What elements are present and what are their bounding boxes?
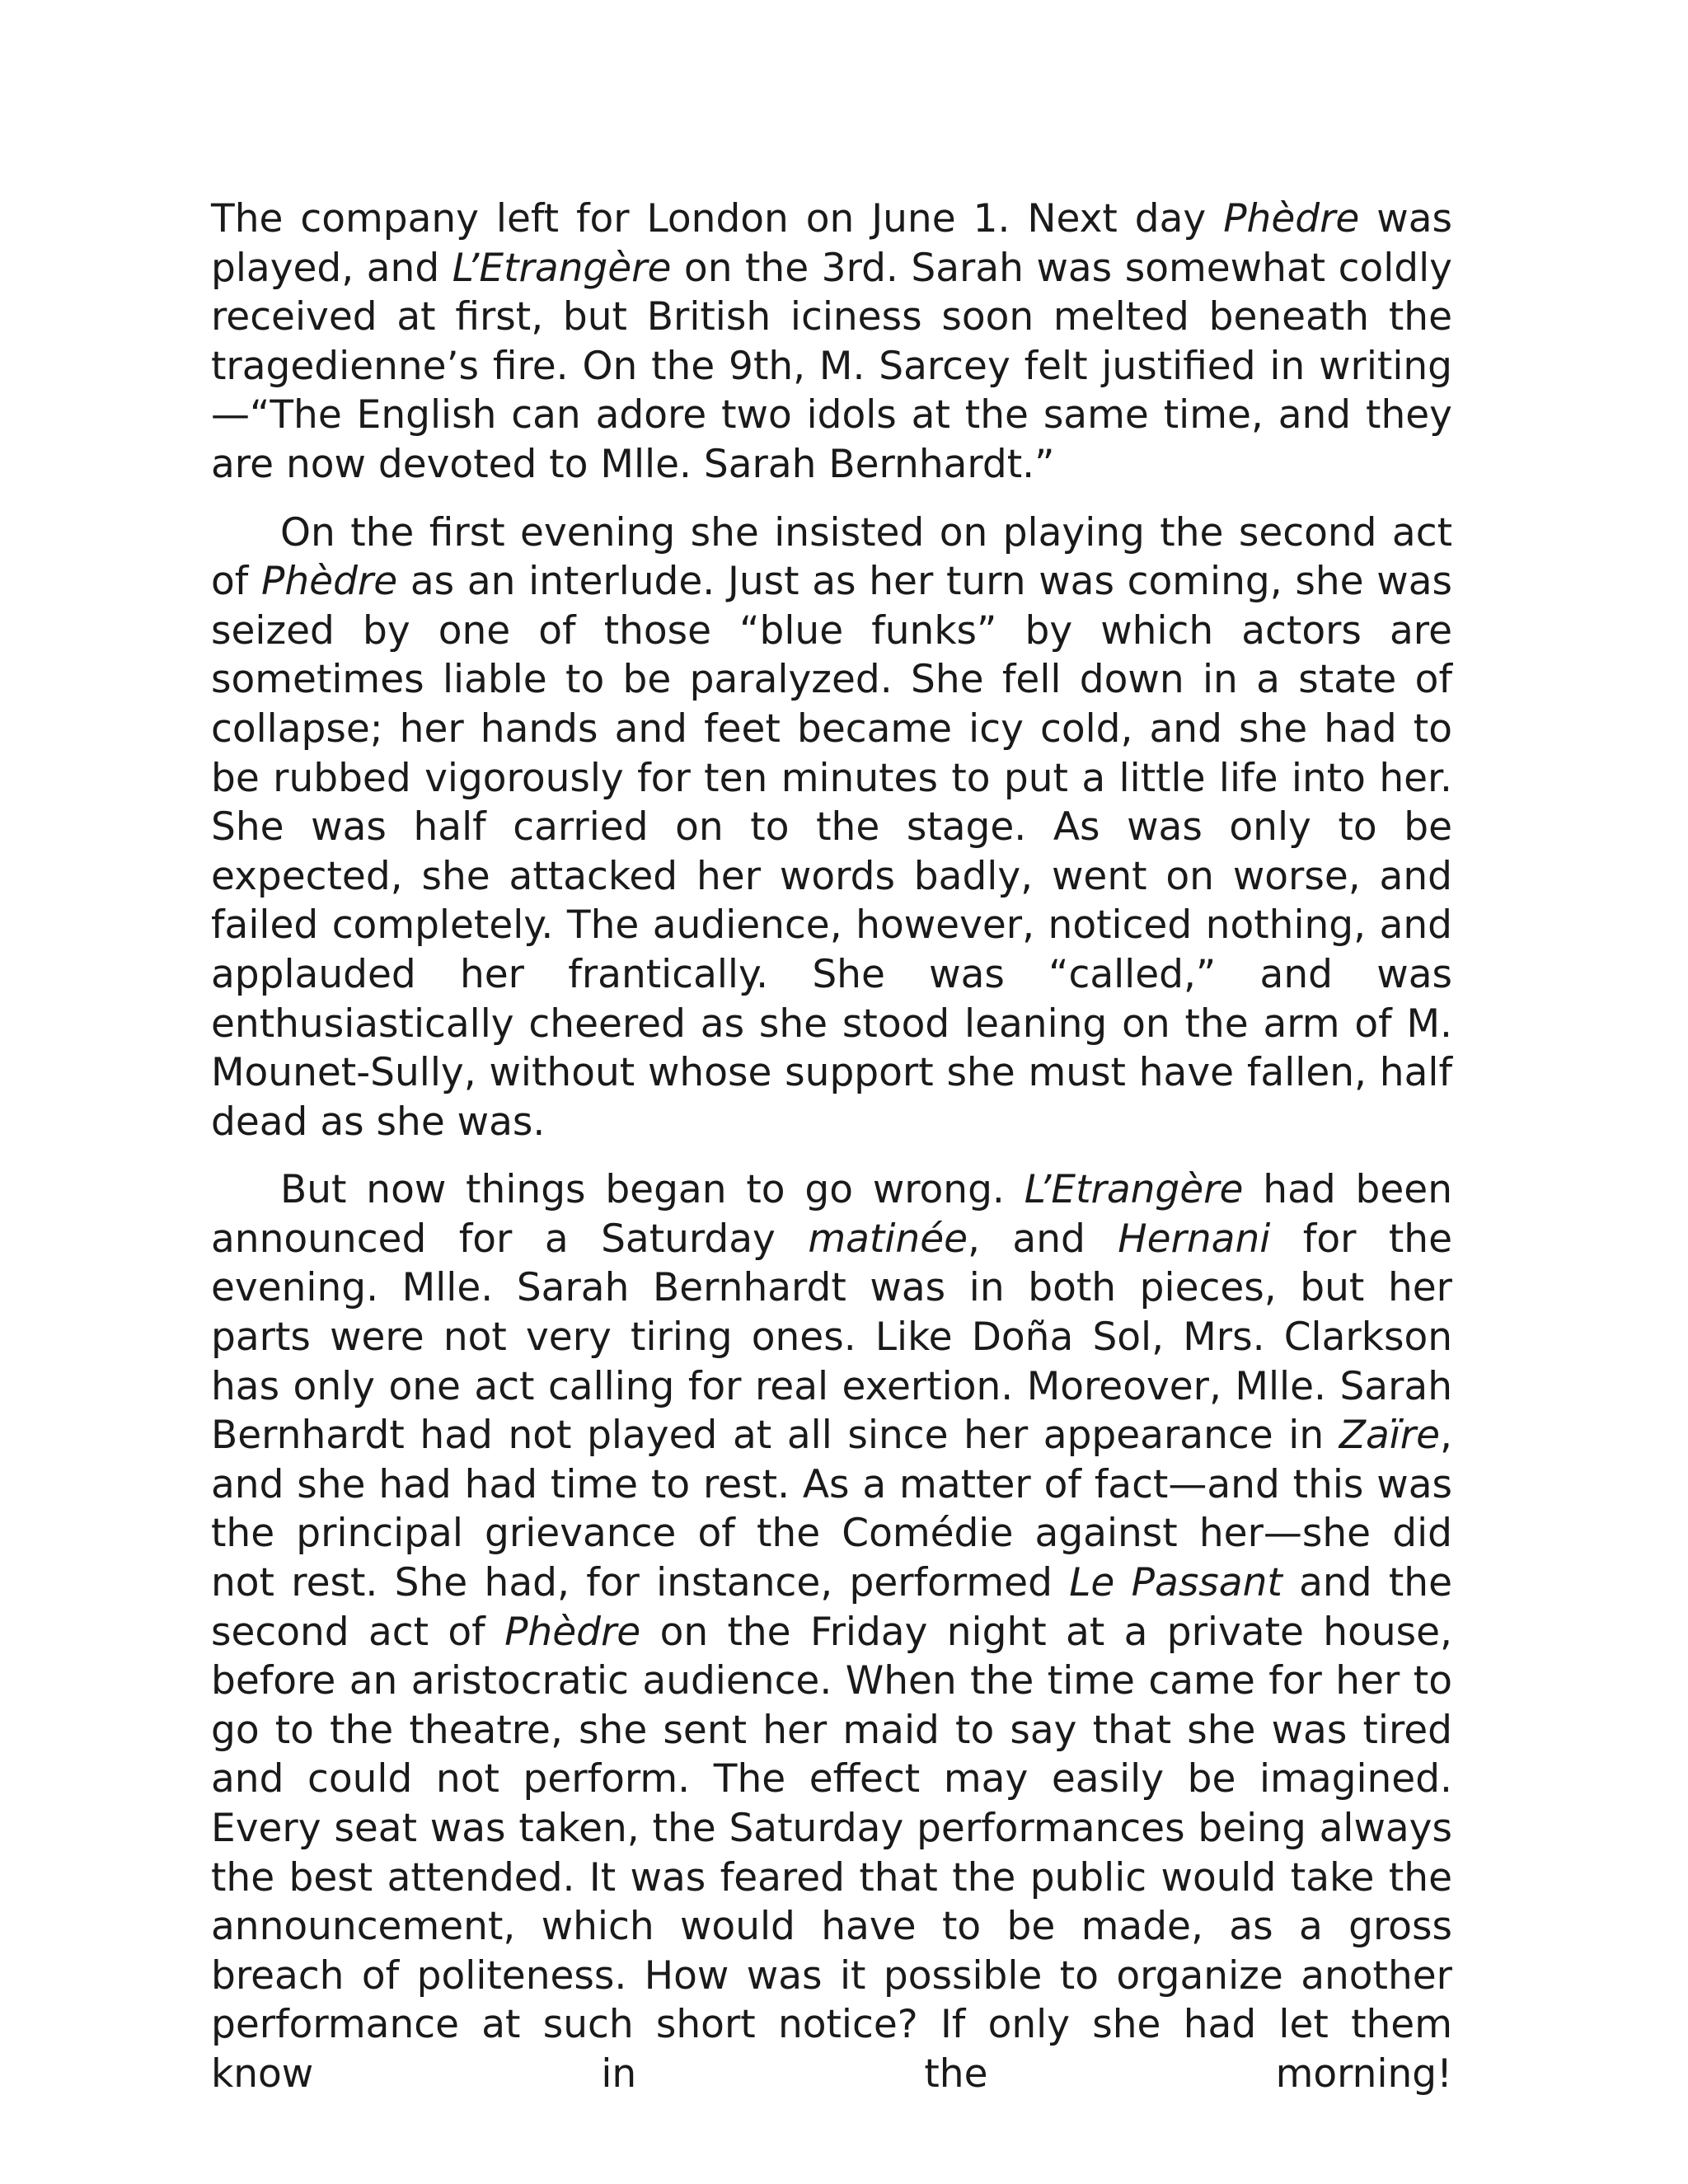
italic-text-segment: L’Etrangère <box>452 245 672 291</box>
text-segment: The company left for London on June 1. Next day <box>211 196 1224 241</box>
text-segment: But now things began to go wrong. <box>280 1167 1025 1213</box>
italic-text-segment: matinée <box>808 1216 968 1262</box>
text-segment: was played, and <box>211 196 1453 291</box>
italic-text-segment: Zaïre <box>1339 1413 1441 1459</box>
text-segment: on the Friday night at a private house, before an aristocratic audience. When the time came for her to go to the theatre, she sent her maid to say that she was tired and could not perform. The effect may easily be imagined. Every seat was taken, the Saturday performances being always the best attended. It was feared that the public would take the announcement, which would have to be made, as a gross breach of politeness. How was it possible to organize another performance at such short notice? If only she had let them know in the morning! <box>211 1609 1452 2097</box>
text-segment: as an interlude. Just as her turn was coming, she was seized by one of those “blue funks” by which actors are sometimes liable to be paralyzed. She fell down in a state of collapse; her hands and feet became icy cold, and she had to be rubbed vigorously for ten minutes to put a little life into her. She was half carried on to the stage. As was only to be expected, she attacked her words badly, went on worse, and failed completely. The audience, however, noticed nothing, and applauded her frantically. She was “called,” and was enthusiastically cheered as she stood leaning on the arm of M. Mounet-Sully, without whose support she must have fallen, half dead as she was. <box>211 559 1453 1145</box>
text-segment: , and <box>968 1216 1118 1262</box>
italic-text-segment: Phèdre <box>261 559 398 605</box>
italic-text-segment: Hernani <box>1118 1216 1271 1262</box>
paragraph-1 <box>211 194 1452 490</box>
italic-text-segment: L’Etrangère <box>1024 1167 1244 1213</box>
text-segment: On the first evening she insisted on playing the second act of <box>211 509 1452 605</box>
italic-text-segment: Phèdre <box>504 1609 641 1655</box>
document-page <box>211 194 1452 2099</box>
text-segment: , and she had had time to rest. As a matter of fact—and this was the principal grievance of the Comédie against her—she did not rest. She had, for instance, performed <box>211 1413 1452 1606</box>
paragraph-2 <box>211 509 1452 1147</box>
paragraph-3 <box>211 1165 1452 2098</box>
text-segment: on the 3rd. Sarah was somewhat coldly received at first, but British iciness soon melted beneath the tragedienne’s fire. On the 9th, M. Sarcey felt justified in writing —“The English can adore two idols at the same time, and they are now devoted to Mlle. Sarah Bernhardt.” <box>211 245 1452 487</box>
italic-text-segment: Phèdre <box>1223 196 1360 241</box>
text-segment: had been announced for a Saturday <box>211 1167 1452 1262</box>
italic-text-segment: Le Passant <box>1069 1560 1282 1606</box>
text-segment: for the evening. Mlle. Sarah Bernhardt was in both pieces, but her parts were not very tiring ones. Like Doña Sol, Mrs. Clarkson has only one act calling for real exertion. Moreover, Mlle. Sarah Bernhardt had not played at all since her appearance in <box>211 1216 1452 1459</box>
text-segment: and the second act of <box>211 1560 1453 1655</box>
